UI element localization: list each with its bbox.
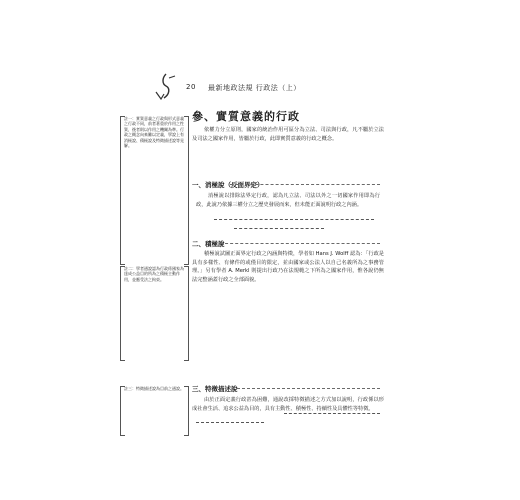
heading-rule	[220, 243, 380, 244]
margin-note: 註一：實質意義之行政與形式意義之行政不同，前者著重於作用之性質，後者則以作用之機關為準。行政之概念向來難以定義，學說上有消極說、積極說及特徵描述說等見解。	[124, 116, 184, 149]
publisher-logo-icon	[152, 72, 182, 100]
margin-note: 註三：特徵描述說為目前之通說。	[124, 386, 184, 391]
section-heading: 三、特徵描述說	[192, 385, 238, 393]
running-header: 最新地政法規 行政法（上）	[208, 84, 301, 92]
section-heading: 一、消極說（反面界定）	[192, 181, 264, 189]
page-number: 20	[186, 83, 196, 91]
section-paragraph: 由於正面定義行政甚為困難，通說改採特徵描述之方式加以說明，行政係以形成社會生活、追求公益為目的，具有主動性、積極性、持續性及具體性等特徵。	[192, 397, 384, 412]
section-paragraph: 消極說以排除法界定行政，認為凡立法、司法以外之一切國家作用即為行政，此說乃依據三權分立之歷史發展而來，但未能正面說明行政之內涵。	[196, 193, 380, 208]
underline-mark	[196, 422, 264, 423]
underline-mark	[214, 219, 374, 220]
section-paragraph: 積極說試圖正面界定行政之內涵與特徵，學者如 Hans J. Wolff 認為：「行政是具有多樣性、有條件的或僅目的限定，並由國家或公法人以自己名義所為之事務管理。」另有學者 A. Merkl 則提出行政乃在法規範之下所為之國家作用，惟各說仍無法完整涵蓋行政之全部面貌。	[192, 251, 384, 283]
section-heading: 二、積極說	[192, 240, 225, 248]
heading-rule	[237, 388, 380, 389]
chapter-title: 參、實質意義的行政	[192, 110, 300, 123]
underline-mark	[234, 228, 324, 229]
underline-mark	[284, 413, 380, 414]
margin-note: 註二：學者通說認為行政係國家為達成公益目的所為之積極主動作用，並應受法之拘束。	[124, 266, 184, 282]
heading-rule	[230, 184, 380, 185]
intro-paragraph: 依權力分立原則，國家的統治作用可區分為立法、司法與行政，凡不屬於立法及司法之國家作用，皆屬於行政，此即實質意義的行政之概念。	[192, 127, 384, 142]
